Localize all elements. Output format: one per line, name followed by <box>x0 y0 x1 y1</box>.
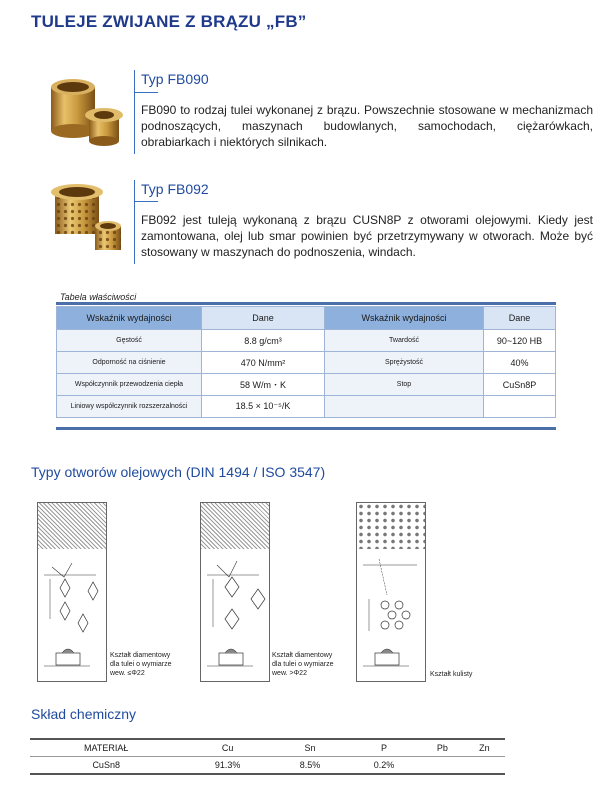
table-bottom-bar <box>56 427 556 430</box>
chemical-title: Skład chemiczny <box>31 706 137 722</box>
fb090-description: FB090 to rodzaj tulei wykonanej z brązu. Powszechnie stosowane w mechanizmach podnoszących, maszynach budowlanych, samochodach, ciężarówkach, obrabiarkach i niektórych silnikach. <box>141 103 593 149</box>
caption-line: wew. ≤Φ22 <box>110 670 145 677</box>
caption-line: wew. >Φ22 <box>272 670 307 677</box>
table-cell: 8.8 g/cm³ <box>202 330 325 352</box>
table-cell: Odporność na ciśnienie <box>57 352 202 374</box>
table-cell <box>421 757 464 775</box>
fb092-photo <box>41 180 129 262</box>
table-cell: 58 W/m・K <box>202 374 325 396</box>
table-cell: 470 N/mm² <box>202 352 325 374</box>
table-row <box>57 374 556 396</box>
table-row <box>57 396 556 418</box>
caption-line: Kształt diamentowy <box>110 652 171 659</box>
fb092-underline <box>134 201 158 202</box>
table-cell: CuSn8 <box>30 757 182 775</box>
header-cell: P <box>347 739 421 757</box>
fb092-divider <box>134 180 135 264</box>
table-cell: Twardość <box>325 330 484 352</box>
table-cell <box>464 757 505 775</box>
table-row <box>30 757 505 775</box>
fb092-title: Typ FB092 <box>141 181 209 197</box>
caption-line: Kształt diamentowy <box>272 652 333 659</box>
table-cell: 8.5% <box>273 757 347 775</box>
header-cell: Sn <box>273 739 347 757</box>
table-cell: 40% <box>484 352 556 374</box>
caption-line: dla tulei o wymiarze <box>110 661 172 668</box>
header-cell: Zn <box>464 739 505 757</box>
table-cell <box>325 396 484 418</box>
table-cell: 91.3% <box>182 757 273 775</box>
table-cell: 0.2% <box>347 757 421 775</box>
fb090-underline <box>134 92 158 93</box>
oil-hole-diagram-1 <box>37 502 107 682</box>
table-row <box>57 352 556 374</box>
table-top-bar <box>56 302 556 305</box>
oil-hole-caption-3 <box>430 670 472 679</box>
table-cell: Sprężystość <box>325 352 484 374</box>
chemical-header-row <box>30 739 505 757</box>
table-header-row <box>57 307 556 330</box>
table-cell <box>484 396 556 418</box>
fb090-photo <box>41 71 129 153</box>
oil-hole-diagram-2 <box>200 502 270 682</box>
caption-line: Kształt kulisty <box>430 671 473 678</box>
table-cell: Gęstość <box>57 330 202 352</box>
oil-hole-caption-1 <box>110 651 171 678</box>
fb090-divider <box>134 70 135 154</box>
header-cell: MATERIAŁ <box>30 739 182 757</box>
header-cell: Dane <box>484 307 556 330</box>
table-cell: 90~120 HB <box>484 330 556 352</box>
table-cell: Współczynnik przewodzenia ciepła <box>57 374 202 396</box>
oil-holes-title: Typy otworów olejowych (DIN 1494 / ISO 3547) <box>31 464 326 480</box>
properties-caption: Tabela właściwości <box>60 292 137 302</box>
header-cell: Wskaźnik wydajności <box>325 307 484 330</box>
oil-hole-diagram-3 <box>356 502 426 682</box>
page-title: TULEJE ZWIJANE Z BRĄZU „FB” <box>31 12 307 31</box>
table-cell: CuSn8P <box>484 374 556 396</box>
header-cell: Dane <box>202 307 325 330</box>
fb092-description: FB092 jest tuleją wykonaną z brązu CUSN8P z otworami olejowymi. Kiedy jest zamontowana, olej lub smar powinien być przetrzymywany w otworach. Może być stosowany w maszynach do podnoszenia, windach. <box>141 213 593 259</box>
table-cell: 18.5 × 10⁻⁵/K <box>202 396 325 418</box>
header-cell: Cu <box>182 739 273 757</box>
chemical-table <box>30 738 505 775</box>
table-cell: Liniowy współczynnik rozszerzalności <box>57 396 202 418</box>
oil-hole-caption-2 <box>272 651 333 678</box>
header-cell: Pb <box>421 739 464 757</box>
caption-line: dla tulei o wymiarze <box>272 661 334 668</box>
fb090-title: Typ FB090 <box>141 71 209 87</box>
properties-table <box>56 306 556 418</box>
header-cell: Wskaźnik wydajności <box>57 307 202 330</box>
table-row <box>57 330 556 352</box>
table-cell: Stop <box>325 374 484 396</box>
